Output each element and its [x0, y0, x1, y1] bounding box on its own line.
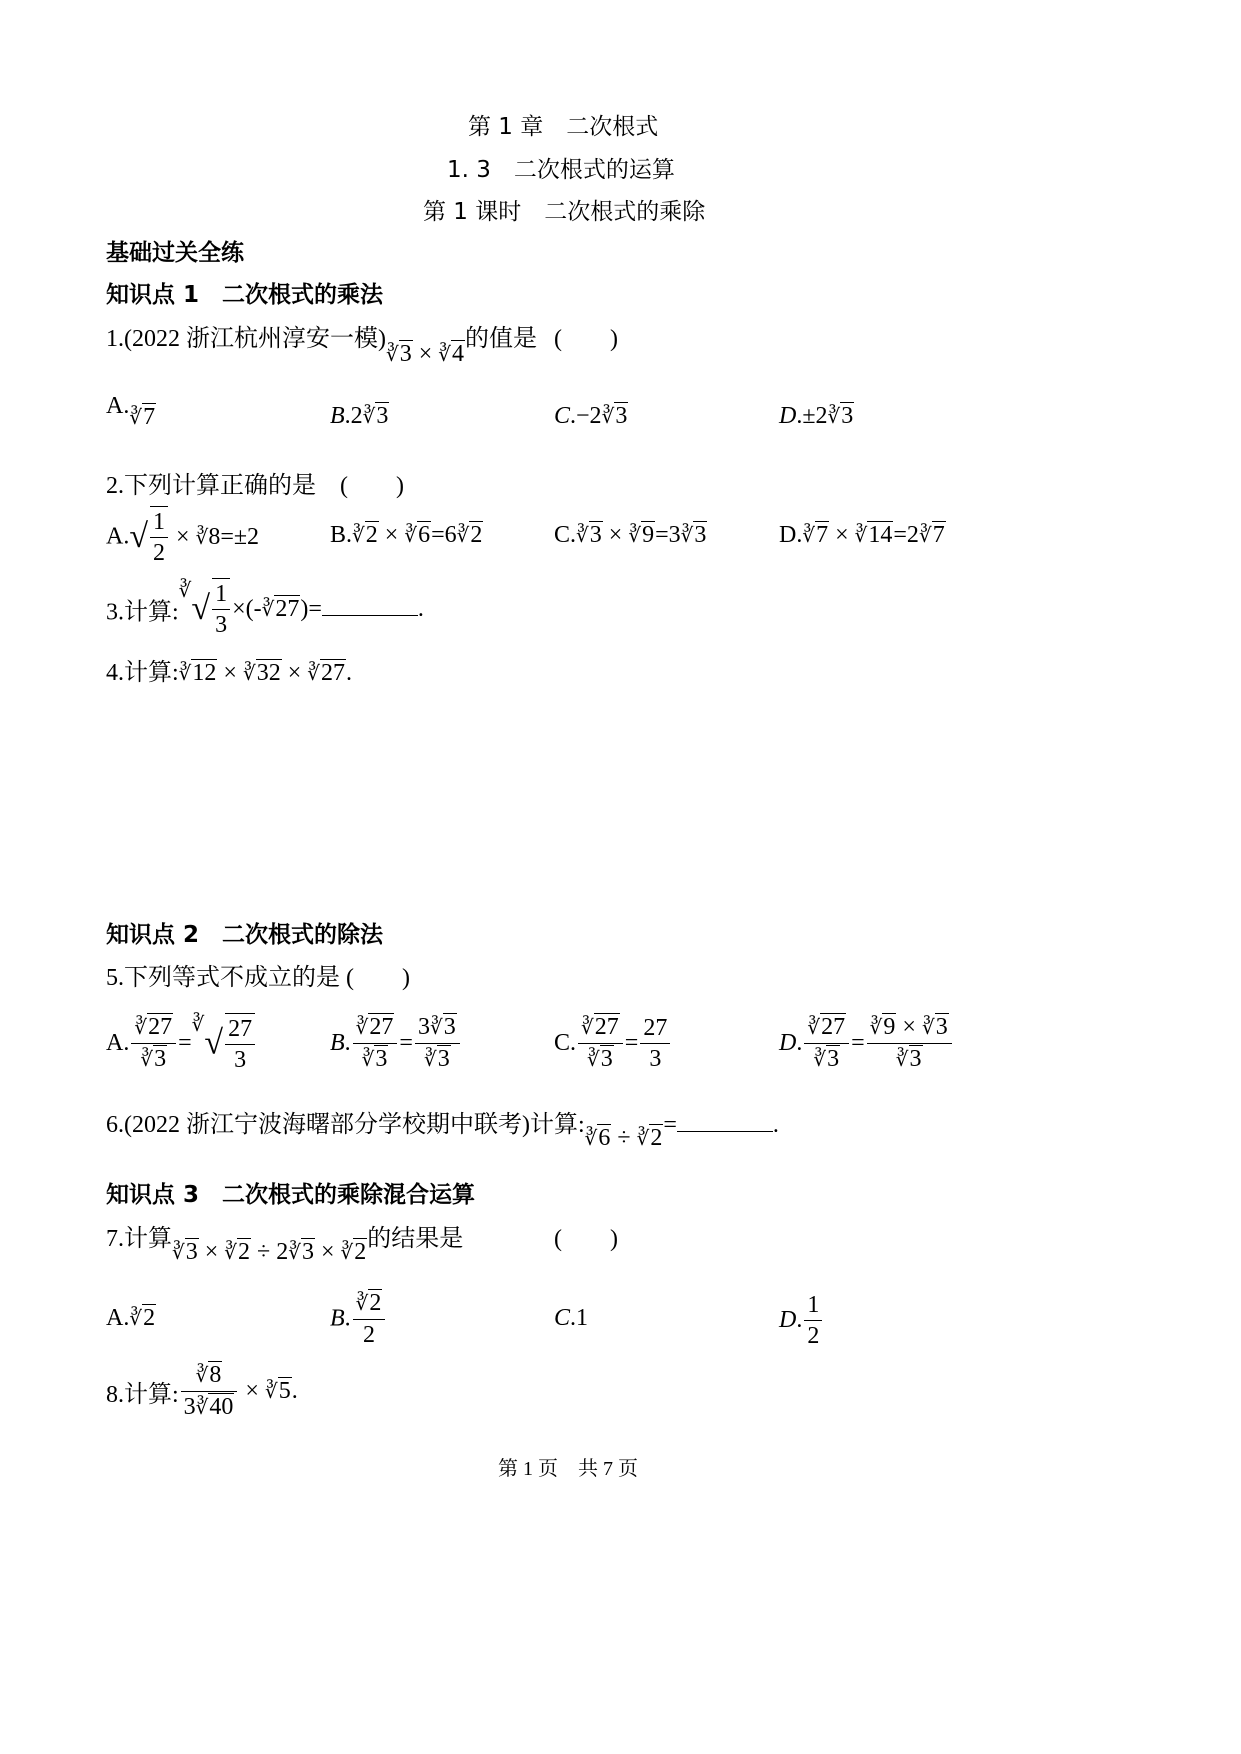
root-sign-icon: ∛: [869, 1017, 883, 1039]
period: .: [346, 660, 353, 686]
question-7: 7.计算∛3 × ∛2 ÷ 2∛3 × ∛2的结果是: [106, 1226, 464, 1265]
root-sign-icon: ∛: [355, 1017, 369, 1039]
radicand: 7: [816, 522, 829, 548]
denominator: 3: [215, 612, 228, 638]
radicand: 27: [369, 1014, 394, 1040]
q7-option-c[interactable]: C.1: [554, 1305, 589, 1331]
root-sign-icon: ∛: [438, 343, 452, 366]
period: .: [291, 1378, 298, 1404]
option-label: C.: [554, 522, 577, 548]
root-sign-icon: ∛: [129, 406, 143, 429]
radicand: 27: [275, 596, 300, 622]
value: 1: [576, 1305, 589, 1331]
equals: =2: [893, 522, 919, 548]
q5-option-a[interactable]: [106, 1012, 257, 1075]
option-label: C: [554, 403, 571, 429]
radicand: 3: [615, 403, 628, 429]
question-8: 8.计算: $\frac{∛8}{3∛40}$ × ∛5.: [106, 1362, 298, 1420]
root-sign-icon: ∛: [802, 525, 816, 547]
root-sign-icon: ∛: [636, 1127, 650, 1150]
q1-expression: ∛3 × ∛4: [385, 340, 465, 367]
coefficient: 3: [417, 1014, 430, 1040]
root-sign-icon: √: [191, 590, 211, 627]
period: .: [417, 596, 424, 622]
radicand: 2: [354, 1238, 367, 1265]
root-sign-icon: ∛: [921, 1017, 935, 1039]
section-heading: 基础过关全练: [106, 240, 244, 266]
radicand: 3: [375, 1046, 388, 1072]
root-sign-icon: ∛: [172, 1241, 185, 1264]
denominator: 2: [807, 1323, 820, 1349]
option-label: B: [330, 1030, 345, 1056]
root-sign-icon: ∛: [195, 1397, 209, 1419]
q6-prefix: 6.(2022 浙江宁波海曙部分学校期中联考)计算:: [106, 1112, 585, 1138]
radicand: 27: [321, 660, 346, 686]
option-label: B: [330, 1305, 345, 1332]
coefficient: −2: [576, 403, 602, 429]
root-sign-icon: ∛: [195, 1365, 209, 1387]
radicand: 3: [909, 1046, 922, 1072]
root-sign-icon: ∛: [601, 406, 615, 428]
q1-option-a[interactable]: [106, 393, 156, 430]
option-label: C: [554, 1305, 571, 1331]
root-sign-icon: ∛: [134, 1017, 148, 1039]
q7-option-b[interactable]: B. $\frac{∛2}{2}$: [330, 1288, 387, 1350]
q3-mid: ×(-: [232, 596, 262, 622]
root-sign-icon: ∛: [584, 1127, 598, 1150]
knowledge-point-3: 知识点 3 二次根式的乘除混合运算: [106, 1182, 476, 1208]
radicand: 3: [443, 1014, 456, 1040]
option-label: A.: [106, 1030, 130, 1056]
question-3: [106, 578, 424, 640]
radicand: 5: [278, 1378, 291, 1404]
q7-suffix: 的结果是: [367, 1226, 464, 1252]
radicand: 3: [376, 403, 389, 429]
q7-prefix: 7.计算: [106, 1226, 172, 1252]
option-label: C.: [554, 1030, 577, 1056]
q3-prefix: 3.计算:: [106, 599, 179, 626]
coefficient: 3: [183, 1394, 196, 1420]
radicand: 6: [598, 1124, 611, 1151]
radicand: 2: [365, 522, 378, 548]
radicand: 12: [192, 660, 217, 686]
question-5: 5.下列等式不成立的是 ( ): [106, 965, 410, 991]
root-sign-icon: √: [129, 518, 149, 555]
q2-option-d[interactable]: D.∛7 × ∛14=2∛7: [779, 522, 945, 548]
root-sign-icon: ∛: [827, 406, 841, 428]
denominator: 2: [153, 540, 166, 566]
denominator: 2: [363, 1322, 376, 1348]
root-sign-icon: ∛: [361, 1049, 375, 1071]
radicand: 3: [600, 1046, 613, 1072]
radicand: 3: [154, 1046, 167, 1072]
radicand: 3: [185, 1238, 198, 1265]
q2-option-c[interactable]: C.∛3 × ∛9=3∛3: [554, 522, 707, 548]
knowledge-point-2: 知识点 2 二次根式的除法: [106, 922, 384, 948]
radicand: 7: [143, 403, 156, 430]
radicand: 8: [209, 1362, 222, 1388]
denominator: 3: [234, 1046, 247, 1073]
radicand: 2: [238, 1238, 251, 1265]
radicand: 3: [694, 522, 707, 548]
q1-radicand-b: 4: [452, 340, 465, 367]
root-sign-icon: ∛: [895, 1049, 909, 1071]
option-label: D: [779, 1030, 797, 1056]
option-label: A.: [106, 523, 130, 550]
q1-option-d[interactable]: D.±2∛3: [779, 403, 854, 429]
root-sign-icon: ∛: [576, 525, 589, 547]
radicand: 3: [301, 1238, 314, 1265]
root-sign-icon: ∛: [178, 663, 192, 685]
root-sign-icon: ∛: [587, 1049, 600, 1071]
root-sign-icon: ∛: [429, 1017, 443, 1039]
radicand: 3: [437, 1046, 450, 1072]
root-sign-icon: ∛: [242, 663, 256, 685]
q7-option-a[interactable]: [106, 1305, 156, 1332]
section-title: 1. 3 二次根式的运算: [447, 157, 675, 183]
q8-prefix: 8.计算:: [106, 1382, 179, 1408]
answer-blank[interactable]: [322, 595, 418, 616]
root-sign-icon: ∛: [628, 525, 642, 547]
root-sign-icon: ∛: [355, 1293, 369, 1315]
equals: =: [624, 1030, 639, 1056]
denominator: 3: [649, 1046, 662, 1072]
radicand: 27: [594, 1014, 619, 1040]
equals: =: [851, 1030, 865, 1056]
knowledge-point-1: 知识点 1 二次根式的乘法: [106, 282, 384, 308]
option-label: D: [779, 403, 797, 429]
root-sign-icon: ∛: [261, 599, 275, 621]
q4-prefix: 4.计算:: [106, 660, 179, 686]
root-sign-icon: ∛: [854, 525, 868, 547]
root-sign-icon: ∛: [307, 663, 321, 685]
root-sign-icon: ∛: [178, 580, 192, 602]
radicand: 27: [821, 1014, 846, 1040]
page-footer: 第 1 页 共 7 页: [498, 1458, 638, 1480]
question-6: 6.(2022 浙江宁波海曙部分学校期中联考)计算:∛6 ÷ ∛2= .: [106, 1112, 779, 1151]
radicand: 2: [369, 1290, 382, 1316]
q7-option-d[interactable]: D. $\frac{1}{2}$: [779, 1290, 824, 1351]
radicand: 3: [589, 522, 602, 548]
lesson-title: 第 1 课时 二次根式的乘除: [423, 199, 706, 225]
root-sign-icon: ∛: [288, 1241, 301, 1264]
q1-option-b[interactable]: B.2∛3: [330, 403, 389, 429]
radicand: 2: [650, 1124, 663, 1151]
root-sign-icon: ∛: [340, 1241, 354, 1264]
root-sign-icon: ∛: [195, 526, 209, 549]
root-sign-icon: ∛: [191, 1014, 205, 1036]
numerator: 1: [150, 507, 168, 538]
root-sign-icon: ∛: [581, 1017, 594, 1039]
q1-suffix: 的值是: [465, 326, 538, 352]
root-sign-icon: ∛: [807, 1017, 821, 1039]
q5-option-b[interactable]: B. $\frac{∛27}{∛3}$ = $\frac{3∛3}{∛3}$: [330, 1012, 462, 1075]
radicand: 2: [470, 522, 483, 548]
root-sign-icon: ∛: [813, 1049, 827, 1071]
coefficient: 2: [350, 403, 363, 429]
option-label: A.: [106, 1305, 130, 1331]
question-1: [106, 318, 538, 367]
q5-option-d[interactable]: D. $\frac{∛27}{∛3}$ = $\frac{∛9 \times ∛3}{∛3}$: [779, 1012, 954, 1075]
option-label: D: [779, 1307, 797, 1333]
root-sign-icon: ∛: [680, 525, 694, 547]
option-label: D.: [779, 522, 803, 548]
root-sign-icon: ∛: [264, 1381, 278, 1403]
expression-rest: 8=±2: [208, 523, 260, 550]
radicand: 3: [841, 403, 854, 429]
numerator: 27: [225, 1014, 255, 1045]
root-sign-icon: ∛: [362, 406, 376, 428]
radicand: 7: [932, 522, 945, 548]
root-sign-icon: ∛: [918, 525, 932, 547]
root-sign-icon: ∛: [404, 525, 418, 547]
q1-option-c[interactable]: C.−2∛3: [554, 403, 628, 429]
root-sign-icon: ∛: [385, 343, 399, 366]
numerator: 1: [212, 579, 230, 610]
period: .: [772, 1112, 779, 1138]
root-sign-icon: ∛: [224, 1241, 238, 1264]
numerator: 27: [640, 1013, 670, 1044]
equals: =6: [431, 522, 457, 548]
coefficient: ±2: [802, 403, 828, 429]
root-sign-icon: ∛: [456, 525, 470, 547]
q1-prefix: 1.(2022 浙江杭州淳安一模): [106, 326, 386, 352]
q5-option-c[interactable]: [554, 1012, 672, 1075]
question-2: 2.下列计算正确的是 ( ): [106, 473, 404, 499]
option-label: B: [330, 403, 345, 429]
q3-end: )=: [300, 596, 322, 622]
option-label: B.: [330, 522, 353, 548]
root-sign-icon: ∛: [352, 525, 365, 547]
root-sign-icon: ∛: [129, 1308, 143, 1330]
q1-paren: ( ): [554, 326, 618, 352]
answer-blank[interactable]: [677, 1111, 773, 1132]
coefficient: 2: [276, 1238, 289, 1265]
radicand: 2: [143, 1305, 156, 1331]
q7-paren: ( ): [554, 1226, 618, 1252]
radicand: 3: [935, 1014, 948, 1040]
radicand: 14: [868, 522, 893, 548]
equals: =: [178, 1030, 192, 1056]
q2-option-a[interactable]: A.√ $\frac{1}{2}$ × ∛8=±2: [106, 506, 259, 568]
root-sign-icon: ∛: [423, 1049, 437, 1071]
option-label: A.: [106, 393, 130, 419]
radicand: 32: [256, 660, 281, 686]
radicand: 3: [827, 1046, 840, 1072]
radicand: 27: [148, 1014, 173, 1040]
radicand: 9: [883, 1014, 896, 1040]
q2-option-b[interactable]: B.∛2 × ∛6=6∛2: [330, 522, 483, 548]
root-sign-icon: ∛: [140, 1049, 154, 1071]
question-4: 4.计算:∛12 × ∛32 × ∛27.: [106, 660, 353, 686]
chapter-title: 第 1 章 二次根式: [468, 114, 659, 140]
q1-radicand-a: 3: [399, 340, 412, 367]
radicand: 6: [418, 522, 431, 548]
numerator: 1: [804, 1290, 822, 1321]
radicand: 9: [642, 522, 655, 548]
equals: =3: [655, 522, 681, 548]
equals: =: [399, 1030, 413, 1056]
root-sign-icon: √: [204, 1024, 224, 1062]
radicand: 40: [209, 1394, 234, 1420]
